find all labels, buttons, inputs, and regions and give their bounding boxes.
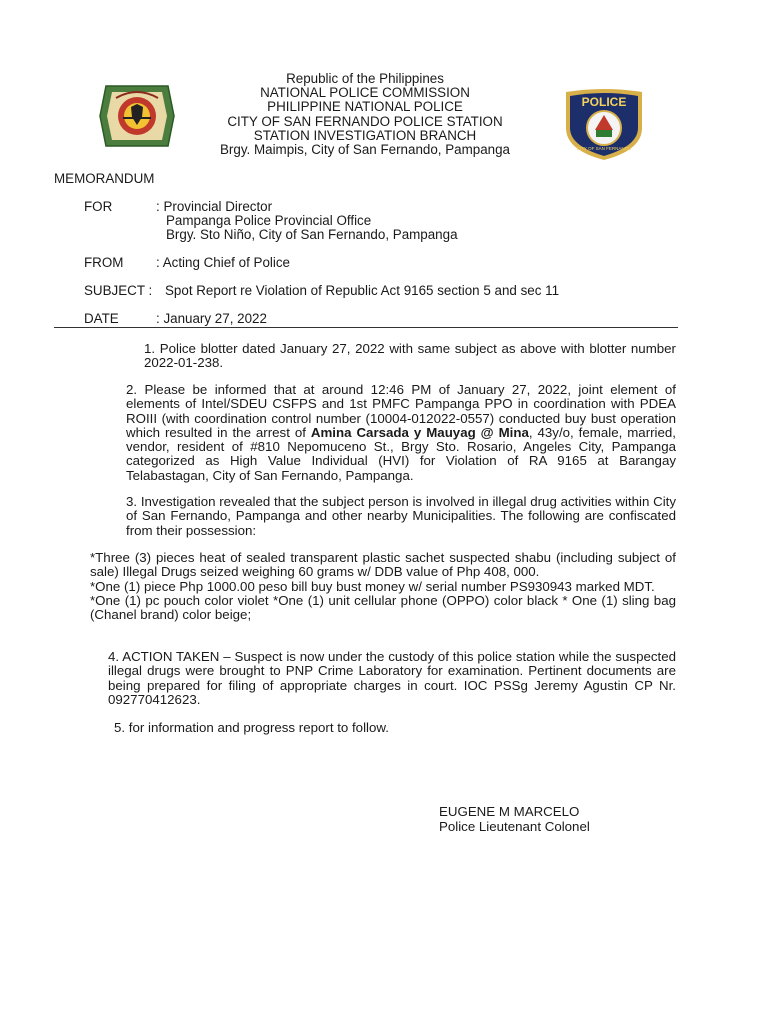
for-key: FOR [84, 199, 113, 214]
memorandum-label: MEMORANDUM [54, 171, 155, 186]
header-line-3: PHILIPPINE NATIONAL POLICE [267, 99, 463, 115]
header-line-4: CITY OF SAN FERNANDO POLICE STATION [227, 113, 503, 129]
header-line-1: Republic of the Philippines [286, 71, 444, 86]
for-value [156, 200, 458, 242]
suspect-name: Amina Carsada y Mauyag @ Mina [310, 424, 529, 440]
police-badge-icon [560, 86, 648, 162]
for-line-3: Brgy. Sto Niño, City of San Fernando, Pampanga [166, 227, 458, 242]
signature-block [439, 805, 590, 834]
paragraph-5: 5. for information and progress report to follow. [114, 720, 389, 735]
paragraph-3 [54, 495, 676, 538]
letterhead [190, 72, 540, 157]
from-value: : Acting Chief of Police [156, 255, 290, 270]
list-item: *One (1) pc pouch color violet *One (1) unit cellular phone (OPPO) color black * One (1) sling bag (Chanel brand) color beige; [90, 592, 676, 623]
pnp-seal-icon [98, 80, 176, 152]
from-key: FROM [84, 255, 124, 270]
header-divider [54, 327, 678, 328]
badge-ring-text: CITY OF SAN FERNANDO [576, 146, 632, 151]
for-line-2: Pampanga Police Provincial Office [166, 213, 372, 228]
badge-title: POLICE [581, 95, 627, 109]
paragraph-4 [54, 650, 676, 707]
list-item: *Three (3) pieces heat of sealed transparent plastic sachet suspected shabu (including subject of sale) Illegal Drugs seized weighing 60 grams w/ DDB value of Php 408, 000. [90, 550, 676, 580]
header-line-5: STATION INVESTIGATION BRANCH [253, 127, 477, 143]
signatory-rank: Police Lieutenant Colonel [439, 818, 590, 834]
paragraph-1 [54, 342, 676, 371]
confiscated-items [90, 551, 676, 622]
header-line-2: NATIONAL POLICE COMMISSION [260, 85, 470, 101]
paragraph-2-part-b: , 43y/o, female, married, vendor, resident of #810 Nepomuceno St., Brgy Sto. Rosario, Angeles City, Pampanga categorized as High Value Individual (HVI) for Violation of RA 9165 at Barangay Telabastagan, City of San Fernando, Pampanga. [126, 424, 676, 483]
list-item: *One (1) piece Php 1000.00 peso bill buy bust money w/ serial number PS930943 marked MDT. [90, 578, 655, 594]
subject-value: Spot Report re Violation of Republic Act 9165 section 5 and sec 11 [165, 283, 560, 298]
paragraph-4-text: 4. ACTION TAKEN – Suspect is now under the custody of this police station while the suspected illegal drugs were brought to PNP Crime Laboratory for examination. Pertinent documents are being prepared for filing of appropriate charges in court. IOC PSSg Jeremy Agustin CP Nr. 092770412623. [108, 649, 676, 707]
date-key: DATE [84, 311, 119, 326]
paragraph-2-text [54, 383, 676, 483]
paragraph-1-text: 1. Police blotter dated January 27, 2022 with same subject as above with blotter number 2022-01-238. [144, 341, 676, 371]
subject-key: SUBJECT : [84, 283, 153, 298]
date-value: : January 27, 2022 [156, 311, 267, 326]
signatory-name: EUGENE M MARCELO [439, 804, 580, 819]
for-line-1: : Provincial Director [156, 199, 273, 214]
paragraph-2 [54, 383, 676, 483]
paragraph-2-part-a: 2. Please be informed that at around 12:46 PM of January 27, 2022, joint element of elements of Intel/SDEU CSFPS and 1st PMFC Pampanga PPO in coordination with PDEA ROIII (with coordination control number (10004-012022-0557) conducted buy bust operation which resulted in the arrest of [126, 382, 676, 440]
header-line-6: Brgy. Maimpis, City of San Fernando, Pampanga [219, 142, 511, 158]
paragraph-3-text: 3. Investigation revealed that the subject person is involved in illegal drug activities within City of San Fernando, Pampanga and other nearby Municipalities. The following are confiscated from their possession: [126, 494, 676, 538]
